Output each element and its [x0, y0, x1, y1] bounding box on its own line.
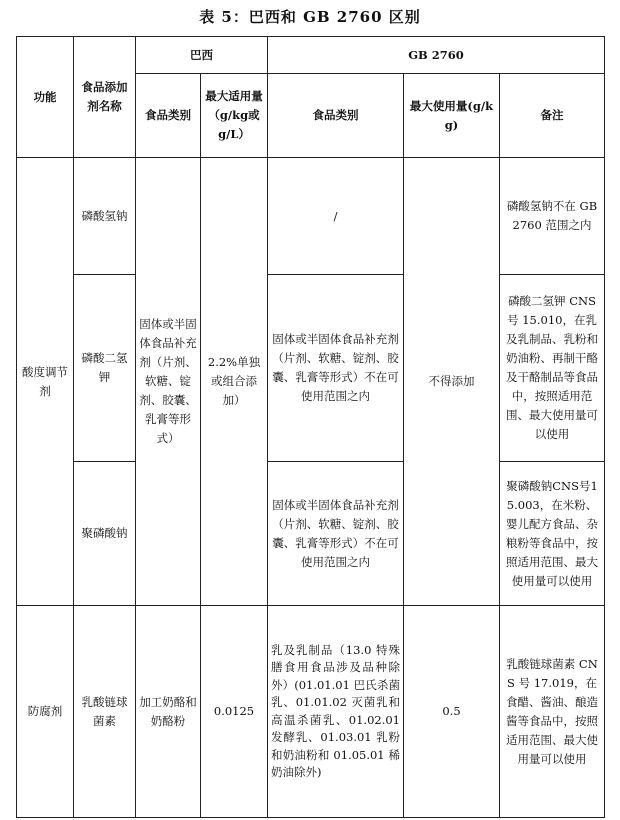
brazil-max-cell: 0.0125: [201, 606, 268, 818]
header-brazil-category: 食品类别: [136, 74, 201, 158]
table-row: [17, 275, 605, 462]
gb-max-cell: 0.5: [404, 606, 500, 818]
gb-category-cell: 乳及乳制品（13.0 特殊膳食用食品涉及品种除外）(01.01.01 巴氏杀菌乳、01.01.02 灭菌乳和高温杀菌乳、01.02.01 发酵乳、01.03.01 乳粉和奶油粉和 01.05.01 稀奶油除外): [268, 606, 404, 818]
gb-category-cell: 固体或半固体食品补充剂（片剂、软糖、锭剂、胶囊、乳膏等形式）不在可使用范围之内: [268, 462, 404, 606]
gb-category-cell: 固体或半固体食品补充剂（片剂、软糖、锭剂、胶囊、乳膏等形式）不在可使用范围之内: [268, 275, 404, 462]
function-cell: 防腐剂: [17, 606, 74, 818]
function-cell: 酸度调节剂: [17, 158, 74, 606]
additive-name-cell: 磷酸氢钠: [74, 158, 136, 275]
brazil-category-cell: 加工奶酪和奶酪粉: [136, 606, 201, 818]
header-brazil: 巴西: [136, 37, 268, 74]
note-cell: 聚磷酸钠CNS号15.003，在米粉、婴儿配方食品、杂粮粉等食品中，按照适用范围、最大使用量可以使用: [500, 462, 605, 606]
header-brazil-max: 最大适用量（g/kg或 g/L）: [201, 74, 268, 158]
brazil-max-cell: 2.2%单独或组合添加）: [201, 158, 268, 606]
additive-name-cell: 磷酸二氢钾: [74, 275, 136, 462]
comparison-table: [16, 36, 605, 818]
note-cell: 磷酸二氢钾 CNS 号 15.010，在乳及乳制品、乳粉和奶油粉、再制干酪及干酪制品等食品中，按照适用范围、最大使用量可以使用: [500, 275, 605, 462]
table-title: 表 5：巴西和 GB 2760 区别: [199, 8, 421, 26]
table-row: [17, 158, 605, 275]
note-cell: 磷酸氢钠不在 GB 2760 范围之内: [500, 158, 605, 275]
additive-name-cell: 聚磷酸钠: [74, 462, 136, 606]
header-gb-max: 最大使用量(g/kg): [404, 74, 500, 158]
header-gb-category: 食品类别: [268, 74, 404, 158]
header-function: 功能: [17, 37, 74, 158]
table-row: [17, 462, 605, 606]
header-gb-note: 备注: [500, 74, 605, 158]
header-additive-name: 食品添加剂名称: [74, 37, 136, 158]
note-cell: 乳酸链球菌素 CNS 号 17.019，在食醋、酱油、酿造酱等食品中，按照适用范围、最大使用量可以使用: [500, 606, 605, 818]
gb-category-cell: /: [268, 158, 404, 275]
gb-max-cell: 不得添加: [404, 158, 500, 606]
table-row: [17, 606, 605, 818]
additive-name-cell: 乳酸链球菌素: [74, 606, 136, 818]
header-gb2760: GB 2760: [268, 37, 605, 74]
brazil-category-cell: 固体或半固体食品补充剂（片剂、软糖、锭剂、胶囊、乳膏等形式）: [136, 158, 201, 606]
